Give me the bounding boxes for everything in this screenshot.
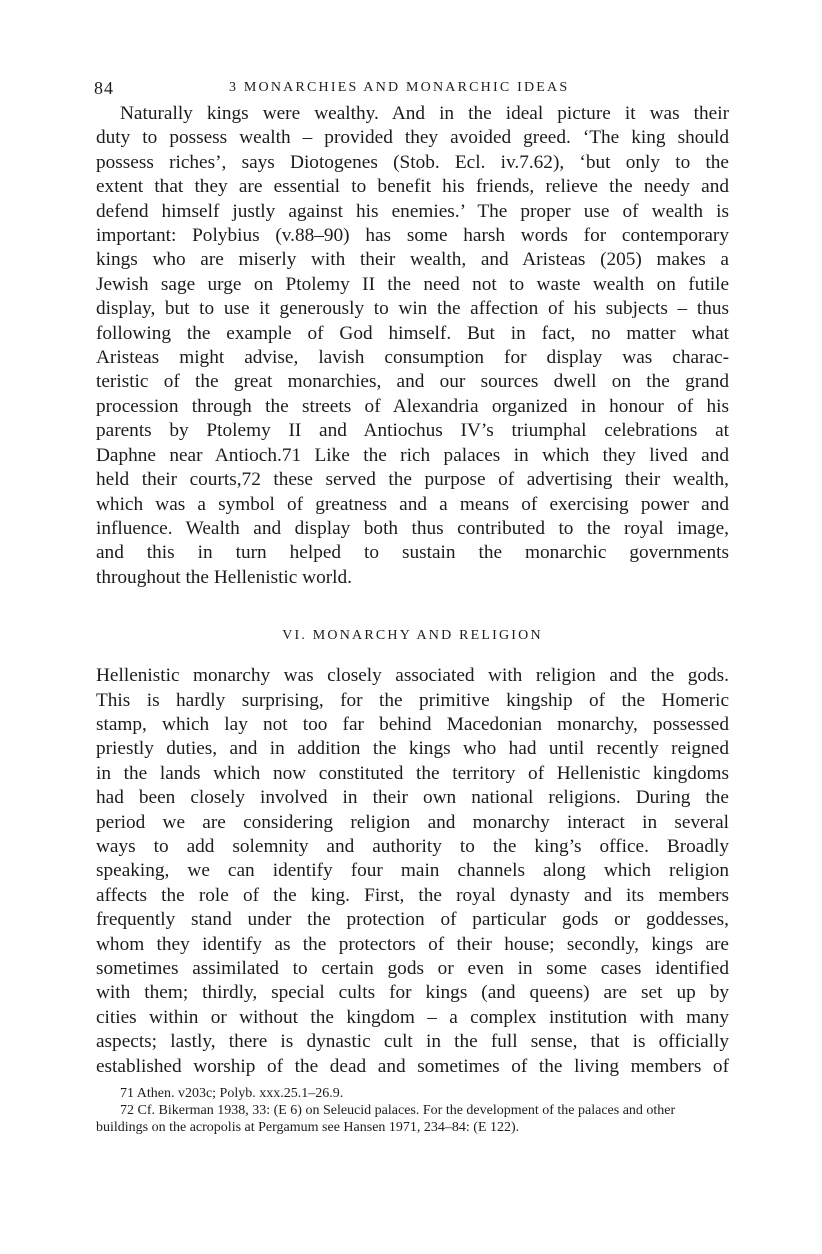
text-line: following the example of God himself. But in fact, no matter what bbox=[96, 322, 729, 344]
text-line: frequently stand under the protection of particular gods or goddesses, bbox=[96, 909, 729, 931]
text-line: This is hardly surprising, for the primitive kingship of the Homeric bbox=[96, 689, 729, 711]
text-line: defend himself justly against his enemies.’ The proper use of wealth is bbox=[96, 200, 729, 222]
paragraph-wealth bbox=[96, 102, 729, 590]
section-heading: VI. MONARCHY AND RELIGION bbox=[282, 628, 543, 644]
text-line: which was a symbol of greatness and a means of exercising power and bbox=[96, 493, 729, 515]
text-line: Naturally kings were wealthy. And in the ideal picture it was their bbox=[120, 103, 729, 124]
text-line: Hellenistic monarchy was closely associated with religion and the gods. bbox=[96, 665, 729, 687]
text-line: affects the role of the king. First, the royal dynasty and its members bbox=[96, 884, 729, 906]
text-line: procession through the streets of Alexandria organized in honour of his bbox=[96, 395, 729, 417]
paragraph-religion bbox=[96, 664, 729, 1079]
page-number: 84 bbox=[94, 78, 114, 98]
running-head bbox=[96, 72, 729, 102]
text-line: with them; thirdly, special cults for kings (and queens) are set up by bbox=[96, 982, 729, 1004]
text-line: held their courts,72 these served the purpose of advertising their wealth, bbox=[96, 469, 729, 491]
text-line: and this in turn helped to sustain the monarchic governments bbox=[96, 542, 729, 564]
text-line: in the lands which now constituted the territory of Hellenistic kingdoms bbox=[96, 762, 729, 784]
text-line: priestly duties, and in addition the kings who had until recently reigned bbox=[96, 738, 729, 760]
text-line: Aristeas might advise, lavish consumption for display was charac- bbox=[96, 347, 729, 369]
text-line: kings who are miserly with their wealth, and Aristeas (205) makes a bbox=[96, 249, 729, 271]
footnote-72-continued: buildings on the acropolis at Pergamum see Hansen 1971, 234–84: (E 122). bbox=[96, 1120, 520, 1136]
footnote-72: 72 Cf. Bikerman 1938, 33: (E 6) on Seleucid palaces. For the development of the palaces and other bbox=[120, 1103, 676, 1119]
text-line: stamp, which lay not too far behind Macedonian monarchy, possessed bbox=[96, 713, 729, 735]
text-line: extent that they are essential to benefit his friends, relieve the needy and bbox=[96, 176, 729, 198]
book-page bbox=[96, 72, 729, 1136]
text-line: Jewish sage urge on Ptolemy II the need not to waste wealth on futile bbox=[96, 273, 729, 295]
text-line: important: Polybius (v.88–90) has some harsh words for contemporary bbox=[96, 225, 729, 247]
text-line: throughout the Hellenistic world. bbox=[96, 566, 352, 588]
text-line: duty to possess wealth – provided they avoided greed. ‘The king should bbox=[96, 127, 729, 149]
text-line: cities within or without the kingdom – a complex institution with many bbox=[96, 1006, 729, 1028]
chapter-title: 3 MONARCHIES AND MONARCHIC IDEAS bbox=[229, 80, 570, 95]
text-line: ways to add solemnity and authority to the king’s office. Broadly bbox=[96, 835, 729, 857]
text-line: Daphne near Antioch.71 Like the rich palaces in which they lived and bbox=[96, 444, 729, 466]
text-line: influence. Wealth and display both thus contributed to the royal image, bbox=[96, 517, 729, 539]
footnote-71: 71 Athen. v203c; Polyb. xxx.25.1–26.9. bbox=[120, 1086, 344, 1102]
text-line: speaking, we can identify four main channels along which religion bbox=[96, 860, 729, 882]
text-line: teristic of the great monarchies, and our sources dwell on the grand bbox=[96, 371, 729, 393]
text-line: display, but to use it generously to win the affection of his subjects – thus bbox=[96, 298, 729, 320]
text-line: possess riches’, says Diotogenes (Stob. Ecl. iv.7.62), ‘but only to the bbox=[96, 151, 729, 173]
text-line: parents by Ptolemy II and Antiochus IV’s triumphal celebrations at bbox=[96, 420, 729, 442]
text-line: period we are considering religion and monarchy interact in several bbox=[96, 811, 729, 833]
text-line: had been closely involved in their own national religions. During the bbox=[96, 787, 729, 809]
footnotes bbox=[96, 1085, 729, 1136]
text-line: sometimes assimilated to certain gods or even in some cases identified bbox=[96, 958, 729, 979]
text-line: whom they identify as the protectors of their house; secondly, kings are bbox=[96, 933, 729, 955]
text-line: established worship of the dead and sometimes of the living members of bbox=[96, 1055, 729, 1077]
text-line: aspects; lastly, there is dynastic cult in the full sense, that is officially bbox=[96, 1031, 729, 1053]
